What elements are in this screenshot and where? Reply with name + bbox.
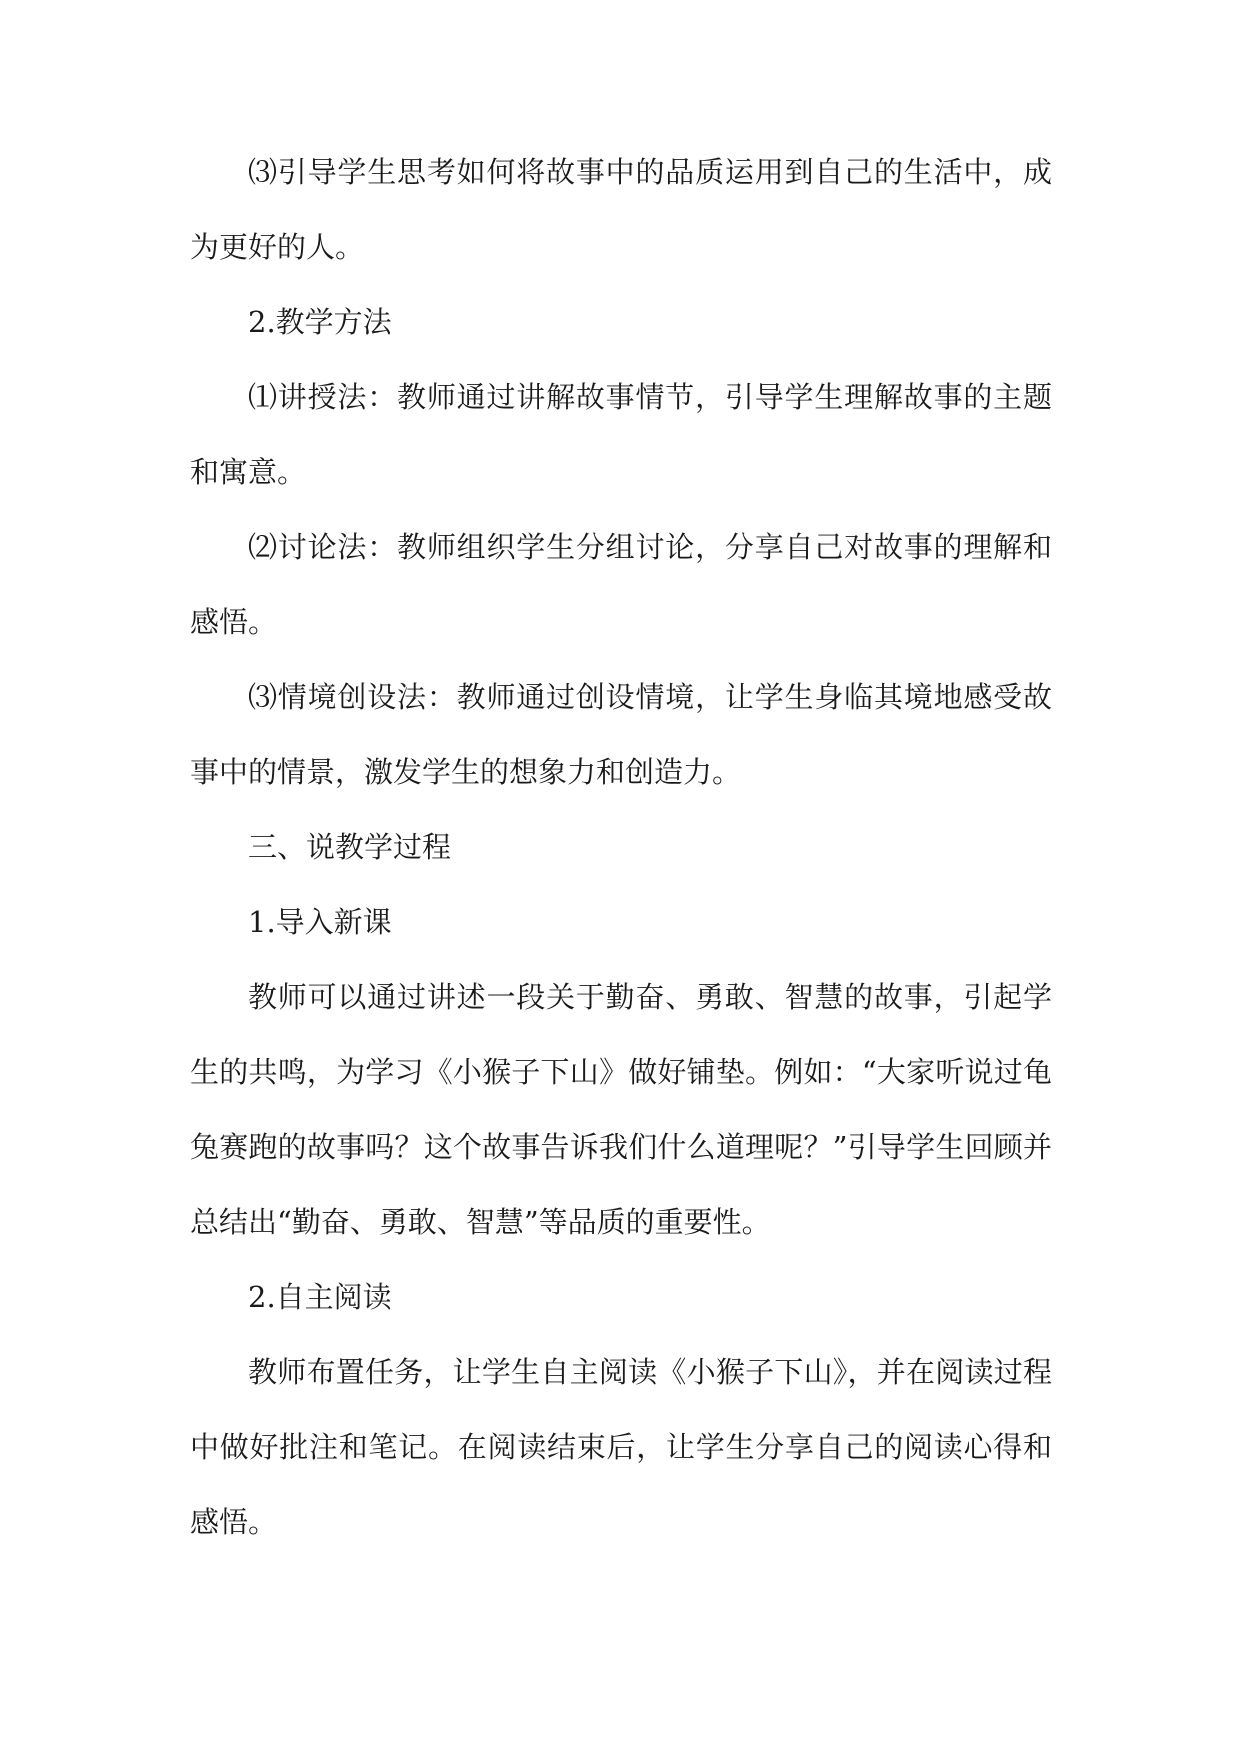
- paragraph-lecture-method: ⑴讲授法：教师通过讲解故事情节，引导学生理解故事的主题和寓意。: [190, 380, 1052, 489]
- heading-teaching-process: 三、说教学过程: [248, 830, 452, 864]
- paragraph-quality-application: ⑶引导学生思考如何将故事中的品质运用到自己的生活中，成为更好的人。: [190, 155, 1052, 264]
- paragraph-discussion-method: ⑵讨论法：教师组织学生分组讨论，分享自己对故事的理解和感悟。: [190, 530, 1052, 639]
- heading-introduce-lesson: 1.导入新课: [248, 905, 392, 939]
- paragraph-reading-task: 教师布置任务，让学生自主阅读《小猴子下山》，并在阅读过程中做好批注和笔记。在阅读结束后，让学生分享自己的阅读心得和感悟。: [190, 1355, 1052, 1539]
- paragraph-situation-method: ⑶情境创设法：教师通过创设情境，让学生身临其境地感受故事中的情景，激发学生的想象力和创造力。: [190, 680, 1052, 789]
- heading-teaching-methods: 2.教学方法: [248, 305, 392, 339]
- heading-independent-reading: 2.自主阅读: [248, 1280, 392, 1314]
- paragraph-introduction-story: 教师可以通过讲述一段关于勤奋、勇敢、智慧的故事，引起学生的共鸣，为学习《小猴子下山》做好铺垫。例如：“大家听说过龟兔赛跑的故事吗？这个故事告诉我们什么道理呢？”引导学生回顾并总结出“勤奋、勇敢、智慧”等品质的重要性。: [190, 980, 1052, 1239]
